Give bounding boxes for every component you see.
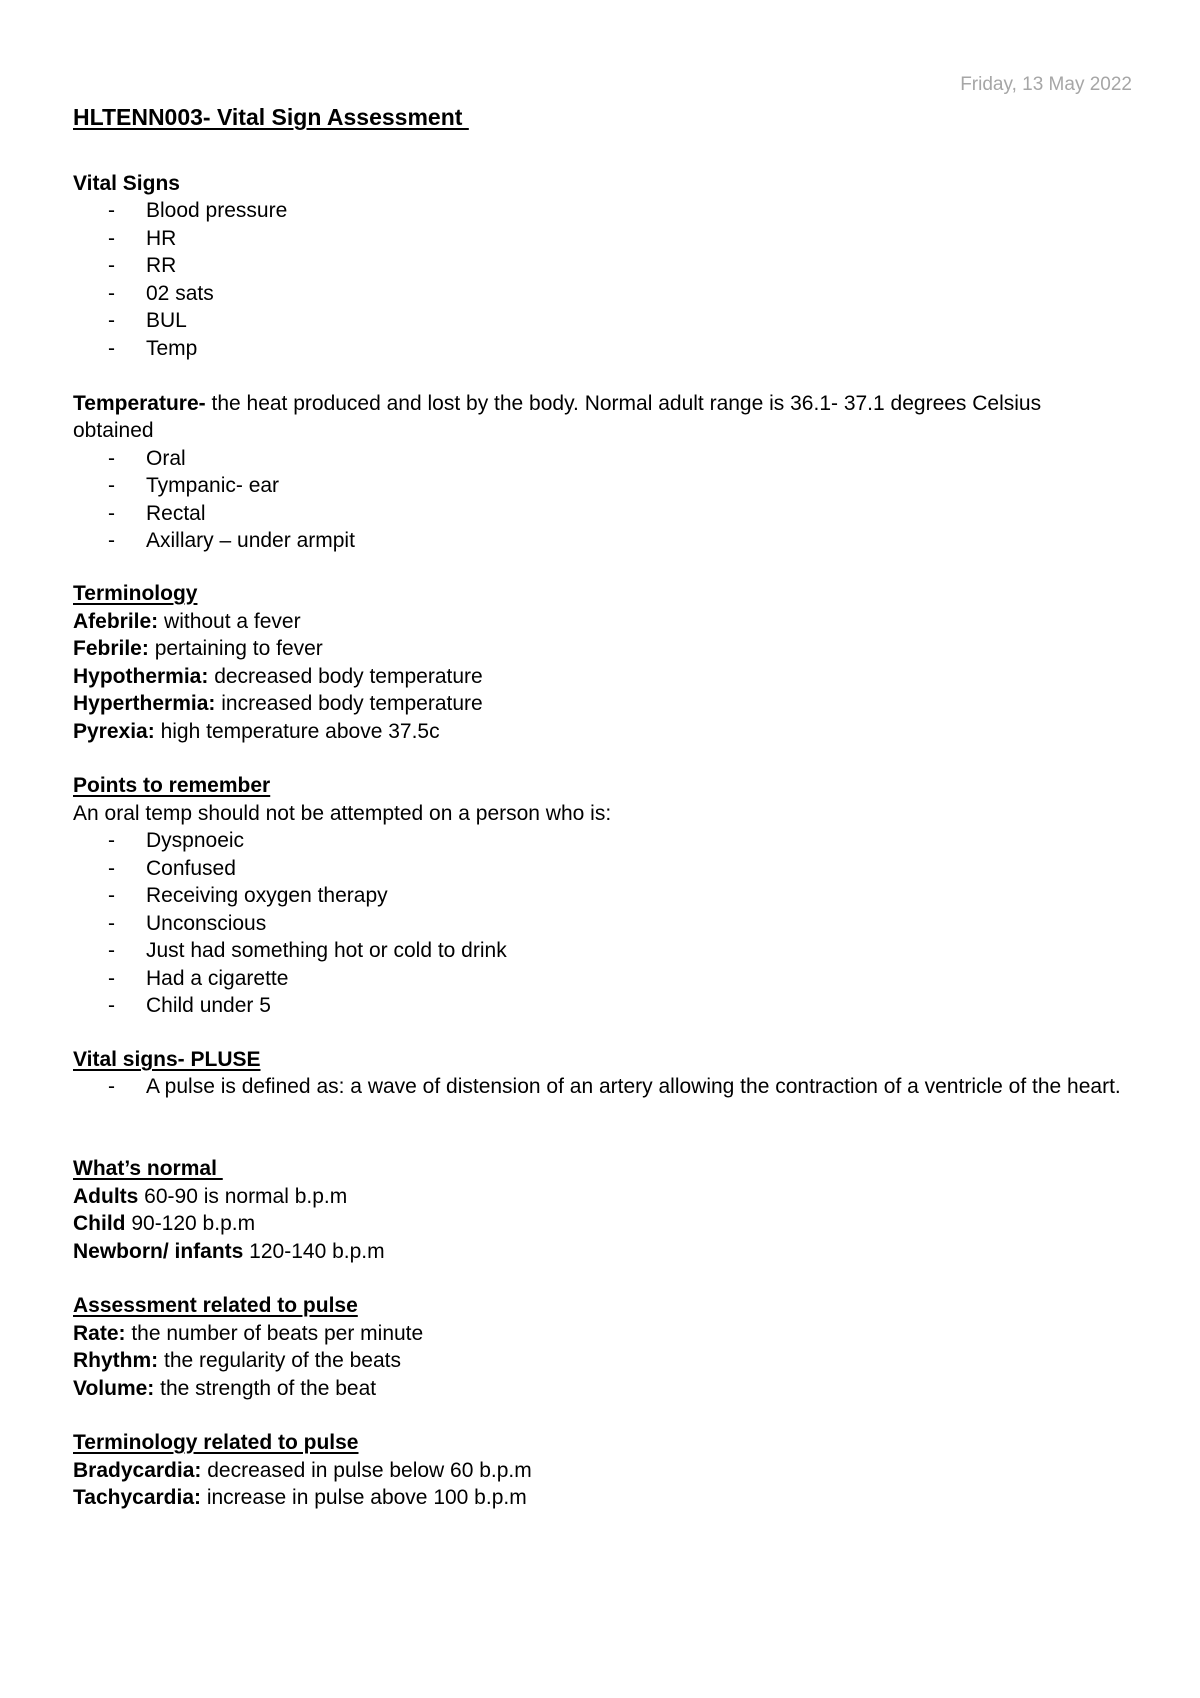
definition-line: [73, 663, 483, 691]
temperature-paragraph: [73, 390, 1041, 418]
definition-text: the number of beats per minute: [125, 1322, 424, 1345]
definition-text: decreased body temperature: [208, 665, 483, 688]
dash-bullet: -: [108, 912, 115, 935]
list-item: HR: [146, 227, 177, 250]
definition-text: increased body temperature: [215, 692, 483, 715]
list-item: Tympanic- ear: [146, 474, 280, 497]
assessment-heading: Assessment related to pulse: [73, 1294, 358, 1317]
definition-line: [73, 1238, 385, 1266]
temperature-definition: the heat produced and lost by the body. Normal adult range is 36.1- 37.1 degrees Celsius: [205, 392, 1042, 415]
terminology-heading: Terminology: [73, 582, 198, 605]
definition-term: Afebrile:: [73, 610, 159, 633]
dash-bullet: -: [108, 227, 115, 250]
definition-text: decreased in pulse below 60 b.p.m: [201, 1459, 532, 1482]
page-date: Friday, 13 May 2022: [960, 74, 1132, 95]
list-item: Dyspnoeic: [146, 829, 245, 852]
dash-bullet: -: [108, 474, 115, 497]
definition-term: Bradycardia:: [73, 1459, 202, 1482]
list-item: 02 sats: [146, 282, 214, 305]
list-item: A pulse is defined as: a wave of distension of an artery allowing the contraction of a ventricle of the heart.: [146, 1075, 1121, 1098]
dash-bullet: -: [108, 994, 115, 1017]
definition-term: Febrile:: [73, 637, 149, 660]
list-item: Blood pressure: [146, 199, 288, 222]
list-item: Rectal: [146, 502, 206, 525]
dash-bullet: -: [108, 447, 115, 470]
list-item: Child under 5: [146, 994, 271, 1017]
dash-bullet: -: [108, 502, 115, 525]
dash-bullet: -: [108, 529, 115, 552]
dash-bullet: -: [108, 939, 115, 962]
definition-term: Rate:: [73, 1322, 126, 1345]
definition-term: Hypothermia:: [73, 665, 209, 688]
definition-line: [73, 1210, 255, 1238]
definition-line: [73, 1484, 527, 1512]
temperature-paragraph-cont: obtained: [73, 419, 154, 442]
definition-term: Pyrexia:: [73, 720, 155, 743]
definition-term: Hyperthermia:: [73, 692, 216, 715]
points-intro: An oral temp should not be attempted on a person who is:: [73, 802, 612, 825]
list-item: Just had something hot or cold to drink: [146, 939, 507, 962]
temperature-term: Temperature-: [73, 392, 206, 415]
points-heading: Points to remember: [73, 774, 271, 797]
definition-term: Volume:: [73, 1377, 155, 1400]
definition-line: [73, 635, 323, 663]
pulse-heading: Vital signs- PLUSE: [73, 1048, 261, 1071]
definition-text: increase in pulse above 100 b.p.m: [201, 1486, 527, 1509]
vital-signs-heading: Vital Signs: [73, 172, 180, 195]
list-item: Receiving oxygen therapy: [146, 884, 388, 907]
list-item: Had a cigarette: [146, 967, 289, 990]
definition-text: 60-90 is normal b.p.m: [138, 1185, 348, 1208]
dash-bullet: -: [108, 337, 115, 360]
definition-text: 120-140 b.p.m: [243, 1240, 385, 1263]
definition-term: Rhythm:: [73, 1349, 159, 1372]
definition-text: high temperature above 37.5c: [154, 720, 440, 743]
definition-line: [73, 1457, 532, 1485]
definition-text: the strength of the beat: [154, 1377, 377, 1400]
list-item: RR: [146, 254, 177, 277]
dash-bullet: -: [108, 309, 115, 332]
list-item: Temp: [146, 337, 198, 360]
dash-bullet: -: [108, 829, 115, 852]
definition-line: [73, 1320, 423, 1348]
pulse-terms-heading: Terminology related to pulse: [73, 1431, 359, 1454]
definition-term: Adults: [73, 1185, 139, 1208]
definition-line: [73, 718, 440, 746]
normal-heading: What’s normal: [73, 1157, 223, 1180]
list-item: Confused: [146, 857, 236, 880]
list-item: Oral: [146, 447, 186, 470]
definition-line: [73, 608, 301, 636]
document-title: HLTENN003- Vital Sign Assessment: [73, 104, 469, 130]
definition-term: Child: [73, 1212, 126, 1235]
list-item: Axillary – under armpit: [146, 529, 355, 552]
definition-line: [73, 1347, 401, 1375]
dash-bullet: -: [108, 282, 115, 305]
dash-bullet: -: [108, 857, 115, 880]
list-item: Unconscious: [146, 912, 267, 935]
dash-bullet: -: [108, 254, 115, 277]
list-item: BUL: [146, 309, 187, 332]
definition-line: [73, 1183, 347, 1211]
dash-bullet: -: [108, 967, 115, 990]
definition-text: 90-120 b.p.m: [125, 1212, 256, 1235]
dash-bullet: -: [108, 1075, 115, 1098]
definition-term: Tachycardia:: [73, 1486, 201, 1509]
definition-line: [73, 1375, 376, 1403]
definition-term: Newborn/ infants: [73, 1240, 244, 1263]
definition-text: without a fever: [158, 610, 301, 633]
definition-text: the regularity of the beats: [158, 1349, 401, 1372]
definition-line: [73, 690, 483, 718]
dash-bullet: -: [108, 884, 115, 907]
definition-text: pertaining to fever: [148, 637, 323, 660]
dash-bullet: -: [108, 199, 115, 222]
